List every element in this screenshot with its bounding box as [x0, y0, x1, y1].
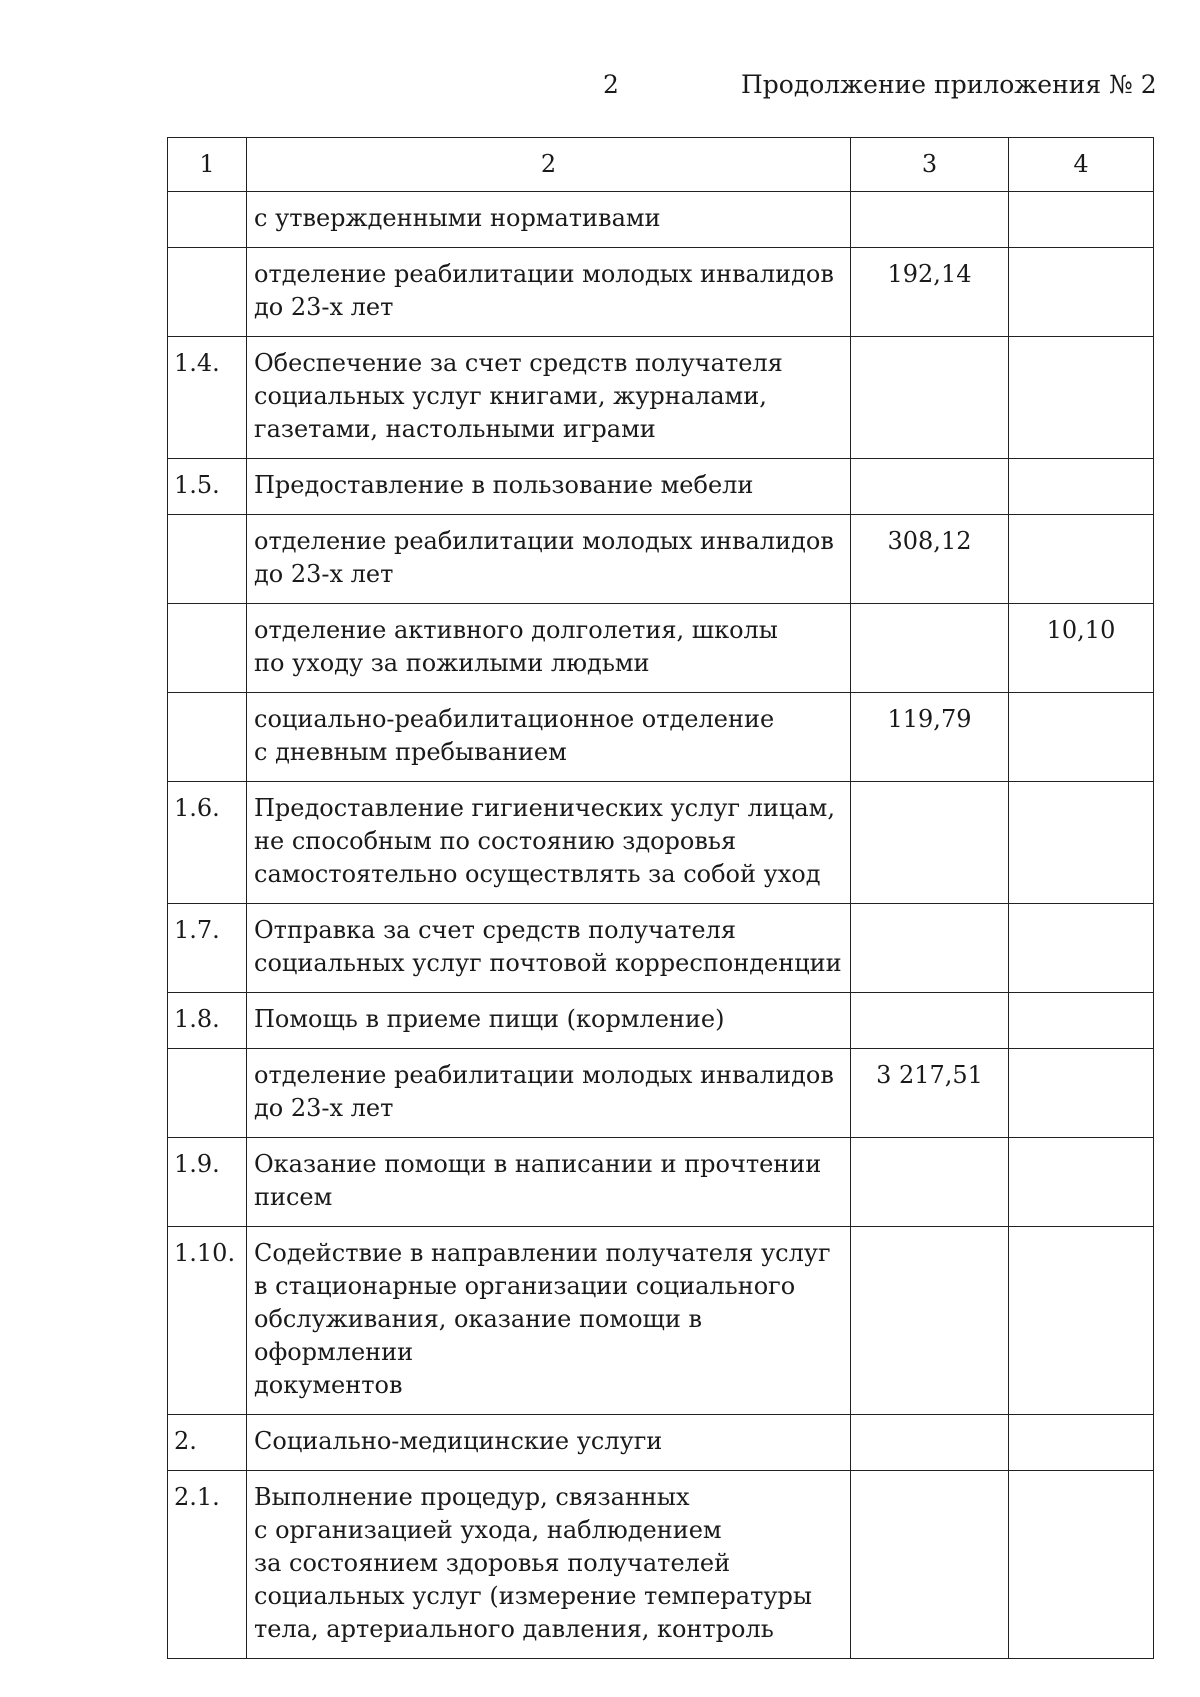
- value-cell-col4: 10,10: [1009, 604, 1154, 693]
- service-description-cell: [247, 1415, 851, 1471]
- table-row: [168, 515, 1154, 604]
- value-cell-col4: [1009, 993, 1154, 1049]
- value-cell-col3: [851, 1138, 1009, 1227]
- service-description-cell: [247, 248, 851, 337]
- table-row: [168, 1049, 1154, 1138]
- description-line: обслуживания, оказание помощи в оформлении: [254, 1305, 702, 1366]
- row-number-cell: 1.4.: [168, 337, 247, 459]
- table-row: [168, 1227, 1154, 1415]
- value-cell-col3: [851, 337, 1009, 459]
- table-row: [168, 248, 1154, 337]
- value-cell-col4: [1009, 337, 1154, 459]
- table-row: [168, 1138, 1154, 1227]
- value-cell-col4: [1009, 782, 1154, 904]
- description-line: самостоятельно осуществлять за собой уход: [254, 860, 821, 888]
- description-line: Оказание помощи в написании и прочтении: [254, 1150, 822, 1178]
- description-line: социально-реабилитационное отделение: [254, 705, 775, 733]
- services-table: [167, 137, 1154, 1659]
- table-row: [168, 337, 1154, 459]
- value-cell-col3: 308,12: [851, 515, 1009, 604]
- description-line: Выполнение процедур, связанных: [254, 1483, 690, 1511]
- value-cell-col4: [1009, 1138, 1154, 1227]
- row-number-cell: 2.1.: [168, 1471, 247, 1659]
- description-line: Содействие в направлении получателя услуг: [254, 1239, 831, 1267]
- description-line: по уходу за пожилыми людьми: [254, 649, 650, 677]
- description-line: отделение реабилитации молодых инвалидов: [254, 1061, 834, 1089]
- row-number-cell: [168, 693, 247, 782]
- service-description-cell: [247, 993, 851, 1049]
- service-description-cell: [247, 459, 851, 515]
- table-row: [168, 1471, 1154, 1659]
- value-cell-col3: 3 217,51: [851, 1049, 1009, 1138]
- table-body: [168, 138, 1154, 1659]
- description-line: в стационарные организации социального: [254, 1272, 796, 1300]
- value-cell-col3: 119,79: [851, 693, 1009, 782]
- table-row: [168, 782, 1154, 904]
- description-line: социальных услуг (измерение температуры: [254, 1582, 812, 1610]
- description-line: до 23-х лет: [254, 560, 394, 588]
- value-cell-col3: [851, 459, 1009, 515]
- value-cell-col4: [1009, 904, 1154, 993]
- service-description-cell: [247, 515, 851, 604]
- header-cell-1: 1: [168, 138, 247, 192]
- value-cell-col4: [1009, 248, 1154, 337]
- value-cell-col4: [1009, 192, 1154, 248]
- row-number-cell: [168, 1049, 247, 1138]
- table-row: [168, 904, 1154, 993]
- row-number-cell: [168, 192, 247, 248]
- row-number-cell: 1.7.: [168, 904, 247, 993]
- value-cell-col3: [851, 1227, 1009, 1415]
- description-line: социальных услуг почтовой корреспонденции: [254, 949, 842, 977]
- description-line: Помощь в приеме пищи (кормление): [254, 1005, 725, 1033]
- description-line: Обеспечение за счет средств получателя: [254, 349, 783, 377]
- table-row: [168, 192, 1154, 248]
- description-line: не способным по состоянию здоровья: [254, 827, 737, 855]
- description-line: отделение реабилитации молодых инвалидов: [254, 260, 834, 288]
- service-description-cell: [247, 782, 851, 904]
- service-description-cell: [247, 192, 851, 248]
- table-row: [168, 459, 1154, 515]
- service-description-cell: [247, 337, 851, 459]
- header-cell-3: 3: [851, 138, 1009, 192]
- service-description-cell: [247, 1049, 851, 1138]
- description-line: тела, артериального давления, контроль: [254, 1615, 774, 1643]
- service-description-cell: [247, 1138, 851, 1227]
- description-line: с дневным пребыванием: [254, 738, 567, 766]
- value-cell-col4: [1009, 515, 1154, 604]
- value-cell-col3: 192,14: [851, 248, 1009, 337]
- description-line: отделение реабилитации молодых инвалидов: [254, 527, 834, 555]
- description-line: газетами, настольными играми: [254, 415, 656, 443]
- value-cell-col3: [851, 1471, 1009, 1659]
- row-number-cell: [168, 515, 247, 604]
- service-description-cell: [247, 1471, 851, 1659]
- service-description-cell: [247, 693, 851, 782]
- row-number-cell: 2.: [168, 1415, 247, 1471]
- service-description-cell: [247, 1227, 851, 1415]
- value-cell-col3: [851, 192, 1009, 248]
- value-cell-col4: [1009, 1415, 1154, 1471]
- row-number-cell: 1.5.: [168, 459, 247, 515]
- header-cell-2: 2: [247, 138, 851, 192]
- value-cell-col3: [851, 993, 1009, 1049]
- table-row: [168, 993, 1154, 1049]
- description-line: Предоставление в пользование мебели: [254, 471, 754, 499]
- description-line: Социально-медицинские услуги: [254, 1427, 663, 1455]
- row-number-cell: [168, 248, 247, 337]
- service-description-cell: [247, 604, 851, 693]
- row-number-cell: 1.6.: [168, 782, 247, 904]
- table-row: [168, 1415, 1154, 1471]
- table-row: [168, 693, 1154, 782]
- description-line: до 23-х лет: [254, 1094, 394, 1122]
- description-line: документов: [254, 1371, 403, 1399]
- description-line: до 23-х лет: [254, 293, 394, 321]
- value-cell-col3: [851, 604, 1009, 693]
- value-cell-col4: [1009, 693, 1154, 782]
- description-line: Предоставление гигиенических услуг лицам,: [254, 794, 835, 822]
- description-line: писем: [254, 1183, 333, 1211]
- description-line: с организацией ухода, наблюдением: [254, 1516, 722, 1544]
- description-line: социальных услуг книгами, журналами,: [254, 382, 767, 410]
- continuation-note: Продолжение приложения № 2: [741, 70, 1157, 99]
- page-number: 2: [603, 70, 619, 99]
- description-line: за состоянием здоровья получателей: [254, 1549, 731, 1577]
- value-cell-col3: [851, 782, 1009, 904]
- row-number-cell: [168, 604, 247, 693]
- value-cell-col3: [851, 904, 1009, 993]
- row-number-cell: 1.10.: [168, 1227, 247, 1415]
- row-number-cell: 1.9.: [168, 1138, 247, 1227]
- service-description-cell: [247, 904, 851, 993]
- table-header-row: [168, 138, 1154, 192]
- value-cell-col3: [851, 1415, 1009, 1471]
- value-cell-col4: [1009, 1471, 1154, 1659]
- row-number-cell: 1.8.: [168, 993, 247, 1049]
- value-cell-col4: [1009, 1049, 1154, 1138]
- table-row: [168, 604, 1154, 693]
- value-cell-col4: [1009, 459, 1154, 515]
- description-line: отделение активного долголетия, школы: [254, 616, 778, 644]
- value-cell-col4: [1009, 1227, 1154, 1415]
- header-cell-4: 4: [1009, 138, 1154, 192]
- description-line: с утвержденными нормативами: [254, 204, 661, 232]
- description-line: Отправка за счет средств получателя: [254, 916, 737, 944]
